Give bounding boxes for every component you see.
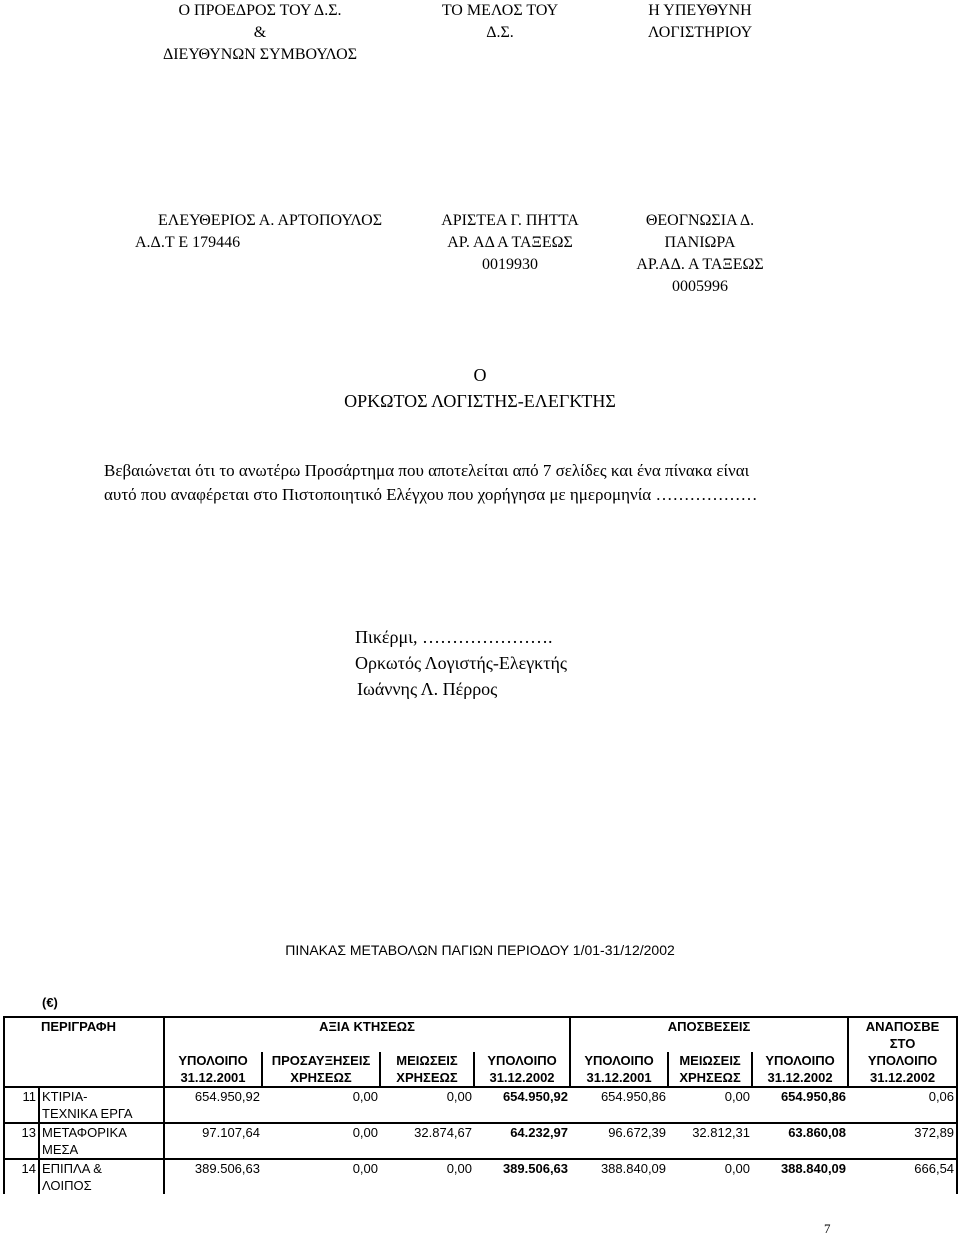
table-row [4, 1087, 957, 1105]
fixed-assets-table [3, 1016, 956, 1194]
subheader-cell: ΥΠΟΛΟΙΠΟ [570, 1052, 668, 1069]
signatory-2-name [410, 210, 610, 276]
signature-title: Ορκωτός Λογιστής-Ελεγκτής [355, 653, 568, 673]
row-value: 32.874,67 [414, 1125, 472, 1140]
row-value: 388.840,09 [780, 1161, 847, 1176]
table-row-continuation [4, 1105, 957, 1123]
signatory-2-name-line: 0019930 [482, 256, 538, 273]
subheader-cell: 31.12.2002 [848, 1069, 957, 1087]
subheader-cell: ΥΠΟΛΟΙΠΟ [848, 1052, 957, 1069]
row-value: 654.950,86 [780, 1089, 847, 1104]
row-value: 32.812,31 [692, 1125, 751, 1140]
header-net-mid: ΣΤΟ [848, 1035, 957, 1052]
auditor-heading-line: Ο [473, 365, 487, 385]
signatory-3-role [600, 0, 800, 44]
row-value: 97.107,64 [164, 1123, 262, 1141]
row-value: 96.672,39 [608, 1125, 667, 1140]
row-value: 0,00 [352, 1161, 378, 1176]
subheader-cell: 31.12.2002 [474, 1069, 570, 1087]
row-value: 64.232,97 [510, 1125, 569, 1140]
auditor-signature-block [355, 624, 675, 702]
header-description: ΠΕΡΙΓΡΑΦΗ [39, 1017, 164, 1035]
table-title: ΠΙΝΑΚΑΣ ΜΕΤΑΒΟΛΩΝ ΠΑΓΙΩΝ ΠΕΡΙΟΔΟΥ 1/01-31/12/2002 [285, 942, 675, 958]
row-description: ΜΕΣΑ [39, 1141, 164, 1159]
row-description: ΚΤΙΡΙΑ- [39, 1087, 164, 1105]
signatory-1-name [130, 210, 410, 254]
row-description: ΕΠΙΠΛΑ & [39, 1159, 164, 1177]
subheader-cell: 31.12.2002 [752, 1069, 848, 1087]
subheader-cell: ΥΠΟΛΟΙΠΟ [474, 1052, 570, 1069]
signatory-1-name-line: Α.Δ.Τ Ε 179446 [135, 234, 241, 251]
table-row-continuation [4, 1141, 957, 1159]
row-value: 654.950,92 [164, 1087, 262, 1105]
table-subheader-row [4, 1069, 957, 1087]
table-row [4, 1123, 957, 1141]
row-value: 388.840,09 [600, 1161, 667, 1176]
signatory-1-role-line: Ο ΠΡΟΕΔΡΟΣ ΤΟΥ Δ.Σ. [178, 2, 342, 19]
auditor-heading-line: ΟΡΚΩΤΟΣ ΛΟΓΙΣΤΗΣ-ΕΛΕΓΚΤΗΣ [344, 391, 616, 411]
row-code: 14 [4, 1159, 39, 1177]
table-row-continuation [4, 1177, 957, 1194]
signature-place-date: Πικέρμι, …………………. [355, 627, 553, 647]
row-value: 654.950,86 [600, 1089, 667, 1104]
currency-label: (€) [42, 995, 58, 1010]
signatory-2-role [400, 0, 600, 44]
row-description: ΛΟΙΠΟΣ [39, 1177, 164, 1194]
signatory-1-name-line: ΕΛΕΥΘΕΡΙΟΣ Α. ΑΡΤΟΠΟΥΛΟΣ [157, 212, 383, 229]
table-header-row [4, 1017, 957, 1035]
row-value: 0,06 [848, 1087, 957, 1105]
row-value: 63.860,08 [788, 1125, 847, 1140]
auditor-heading [0, 362, 960, 414]
subheader-cell: ΜΕΙΩΣΕΙΣ [380, 1052, 474, 1069]
row-value: 0,00 [446, 1089, 472, 1104]
subheader-cell: ΥΠΟΛΟΙΠΟ [164, 1052, 262, 1069]
signatory-3-name-line: ΘΕΟΓΝΩΣΙΑ Δ. [645, 212, 755, 229]
signatory-3-role-line: Η ΥΠΕΥΘΥΝΗ [648, 2, 752, 19]
subheader-cell: ΧΡΗΣΕΩΣ [262, 1069, 380, 1087]
row-value: 0,00 [352, 1089, 378, 1104]
subheader-cell: ΧΡΗΣΕΩΣ [668, 1069, 752, 1087]
signatory-1-role-line: & [253, 24, 267, 41]
row-value: 666,54 [848, 1159, 957, 1177]
signatory-2-role-line: ΤΟ ΜΕΛΟΣ ΤΟΥ [441, 2, 559, 19]
signatory-3-name [600, 210, 800, 298]
row-value: 0,00 [724, 1161, 751, 1176]
subheader-cell: ΠΡΟΣΑΥΞΗΣΕΙΣ [262, 1052, 380, 1069]
signatory-2-name-line: ΑΡ. ΑΔ Α ΤΑΞΕΩΣ [447, 234, 573, 251]
row-description: ΤΕΧΝΙΚΑ ΕΡΓΑ [39, 1105, 164, 1123]
signatory-3-name-line: ΠΑΝΙΩΡΑ [664, 234, 736, 251]
signatory-1-role [130, 0, 390, 66]
signature-name: Ιωάννης Λ. Πέρρος [357, 679, 498, 699]
header-depreciation: ΑΠΟΣΒΕΣΕΙΣ [570, 1017, 848, 1035]
signatory-1-role-line: ΔΙΕΥΘΥΝΩΝ ΣΥΜΒΟΥΛΟΣ [162, 46, 358, 63]
table-row [4, 1159, 957, 1177]
row-value: 654.950,92 [502, 1089, 569, 1104]
certification-line: αυτό που αναφέρεται στο Πιστοποιητικό Ελέγχου που χορήγησα με ημερομηνία ……………… [104, 485, 758, 504]
row-value: 389.506,63 [164, 1159, 262, 1177]
signatory-2-role-line: Δ.Σ. [486, 24, 514, 41]
subheader-cell: ΧΡΗΣΕΩΣ [380, 1069, 474, 1087]
subheader-cell: 31.12.2001 [164, 1069, 262, 1087]
row-code: 11 [4, 1087, 39, 1105]
row-value: 0,00 [446, 1161, 472, 1176]
row-value: 0,00 [724, 1089, 751, 1104]
table-subheader-row [4, 1052, 957, 1069]
certification-line: Βεβαιώνεται ότι το ανωτέρω Προσάρτημα που αποτελείται από 7 σελίδες και ένα πίνακα είναι [104, 461, 750, 480]
header-acquisition: ΑΞΙΑ ΚΤΗΣΕΩΣ [164, 1017, 570, 1035]
table-header-row [4, 1035, 957, 1052]
row-code: 13 [4, 1123, 39, 1141]
subheader-cell: ΜΕΙΩΣΕΙΣ [668, 1052, 752, 1069]
subheader-cell: 31.12.2001 [570, 1069, 668, 1087]
subheader-cell: ΥΠΟΛΟΙΠΟ [752, 1052, 848, 1069]
certification-paragraph [104, 459, 924, 507]
signatory-2-name-line: ΑΡΙΣΤΕΑ Γ. ΠΗΤΤΑ [441, 212, 579, 229]
signatory-3-name-line: ΑΡ.ΑΔ. Α ΤΑΞΕΩΣ [636, 256, 764, 273]
header-net-top: ΑΝΑΠΟΣΒΕ [848, 1017, 957, 1035]
row-value: 0,00 [352, 1125, 378, 1140]
row-value: 389.506,63 [502, 1161, 569, 1176]
page-number: 7 [824, 1221, 831, 1236]
row-description: ΜΕΤΑΦΟΡΙΚΑ [39, 1123, 164, 1141]
signatory-3-role-line: ΛΟΓΙΣΤΗΡΙΟΥ [647, 24, 753, 41]
row-value: 372,89 [848, 1123, 957, 1141]
signatory-3-name-line: 0005996 [672, 278, 728, 295]
